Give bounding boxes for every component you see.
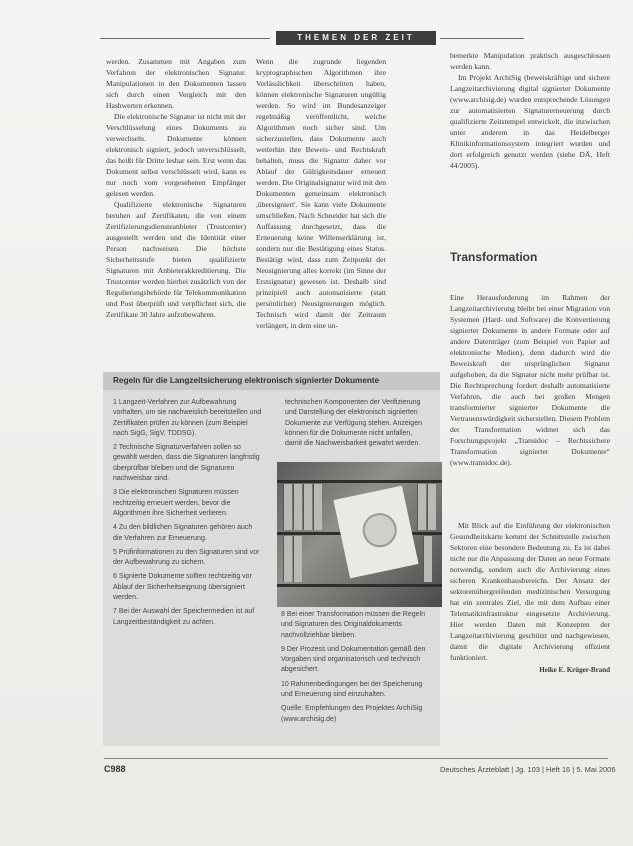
- list-item: 4 Zu den bildlichen Signaturen gehören auch die Verfahren zur Erneuerung.: [113, 524, 253, 542]
- info-box-left-column: [113, 398, 263, 632]
- archive-photo: [277, 462, 442, 607]
- binder: [283, 536, 292, 582]
- page-number: C988: [104, 764, 126, 774]
- paragraph: werden. Zusammen mit Angaben zum Verfahren der elektronischen Signatur. Manipulationen in den Dokumenten lassen sich durch einen Vergleich mit den Hashwerten erkennen.: [106, 57, 246, 110]
- disc: [360, 510, 400, 550]
- text-column-1: [106, 56, 246, 320]
- binder: [283, 484, 292, 530]
- source-note: Quelle: Empfehlungen des Projektes ArchiSig (www.archisig.de): [281, 705, 423, 723]
- text-column-2: [256, 56, 386, 331]
- list-item: 9 Der Prozess und Dokumentation gemäß den Vorgaben sind organisatorisch und technisch abgesichert.: [281, 645, 426, 674]
- text-column-3-low: [450, 520, 610, 676]
- binder: [293, 484, 302, 530]
- text-column-3-top: [450, 50, 610, 171]
- paragraph: Eine Herausforderung im Rahmen der Langzeitarchivierung bleibt bei einer Migration von Systemen (Hard- und Software) die Konvertierung signierter Dokumente in andere Formate oder auf andere Datenträger (zum Beispiel von Papier auf elektronische Medien), denn dadurch wird die Beweiskraft der ursprünglichen Signatur aufgehoben, da die Signatur nicht mehr prüfbar ist. Die Rechtsprechung fordert deshalb automatisierte Verfahren, die auch bei großen Mengen transformierter signierter Dokumente die Vertrauenswürdigkeit sicherstellen. Diesem Problem der Transformation widmet sich das Forschungsprojekt „Transidoc – Rechtssichere Transformation signierter Dokumente“ (www.transidoc.de).: [450, 293, 610, 467]
- info-box-right-column-bottom: [281, 610, 431, 729]
- paragraph: Die elektronische Signatur ist nicht mit der Verschlüsselung eines Dokuments zu verwechseln. Dokumente können elektronisch signiert, jedoch unverschlüsselt, das heißt für Dritte lesbar sein. Erst wenn das Dokument selbst verschlüsselt wird, kann es nur noch vom vorgesehenen Empfänger gelesen werden.: [106, 112, 246, 198]
- header-rule-left: [100, 38, 270, 39]
- binder: [303, 484, 312, 530]
- binder: [427, 484, 436, 530]
- info-box-right-column-top: [285, 398, 430, 453]
- binder: [417, 484, 426, 530]
- list-item: 3 Die elektronischen Signaturen müssen rechtzeitig erneuert werden, bevor die Algorithmen ihre Sicherheit verlieren.: [113, 489, 239, 517]
- list-item: 5 Prüfinformationen zu den Signaturen sind vor der Aufbewahrung zu sichern.: [113, 548, 260, 567]
- text-column-3-mid: [450, 292, 610, 468]
- list-item: 2 Technische Signaturverfahren sollen so gewählt werden, dass die Signaturen langfristig überprüfbar bleiben und die Signaturen nachweisbar sind.: [113, 444, 260, 483]
- shelf: [277, 480, 442, 483]
- info-box-title: Regeln für die Langzeitsicherung elektronisch signierter Dokumente: [113, 376, 380, 385]
- shelf: [277, 584, 442, 587]
- info-box-title-bar: [103, 372, 440, 390]
- binder: [423, 536, 432, 582]
- paragraph: Wenn die zugrunde liegenden kryptographischen Algorithmen ihre Verlässlichkeit überschritten haben, können elektronische Signaturen ungültig werden. So wird im Bundesanzeiger regelmäßig veröffentlicht, welche Algorithmen noch sicher sind. Um sicherzustellen, dass Dokumente auch weiterhin ihre Beweis- und Rechtskraft behalten, muss die Signatur daher vor Ablauf der Gültigkeitsdauer erneuert werden. Die Originalsignatur wird mit den Dokumenten gemeinsam elektronisch ,übersigniert'. Sie kann viele Dokumente umschließen. Nach Schneider hat sich die Auffassung durchgesetzt, dass die Erneuerung keine Willenserklärung ist, sondern nur die Bestätigung eines Status. Bestätigt wird, dass zum Zeitpunkt der Neusignierung alles korrekt (im Sinne der Erstsignatur) gewesen ist. Deshalb sind prinzipiell auch automatisierte (statt persönlicher) Neusignierungen möglich. Technisch wird damit der Zeitraum verlängert, in dem eine un-: [256, 57, 386, 330]
- list-item: 7 Bei der Auswahl der Speichermedien ist auf Langzeitbeständigkeit zu achten.: [113, 608, 255, 626]
- list-item: technischen Komponenten der Verifizierung und Darstellung der elektronisch signierten Dokumente zur Verfügung stehen. Anzeigen können für die Dokumente nicht anfallen, damit die Nachweisbarkeit gewahrt werden.: [285, 399, 422, 448]
- list-item: 10 Rahmenbedingungen bei der Speicherung und Erneuerung sind einzuhalten.: [281, 680, 423, 699]
- list-item: 1 Langzeit-Verfahren zur Aufbewahrung vorhalten, um sie nachweislich bereitstellen und Zertifikaten prüfen zu können (zum Beispiel nach SigG, SigV, TDDSG).: [113, 399, 262, 437]
- journal-citation: Deutsches Ärzteblatt | Jg. 103 | Heft 16 | 5. Mai 2006: [440, 765, 616, 774]
- paragraph: bemerkte Manipulation praktisch ausgeschlossen werden kann.: [450, 51, 610, 71]
- footer-rule: [104, 758, 608, 759]
- paragraph: Qualifizierte elektronische Signaturen beruhen auf Zertifikaten, die von einem Zertifizierungsdiensteanbieter (Trustcenter) ausgestellt werden und die Identität einer Person nachweisen. Die höchste Sicherheitsstufe bieten qualifizierte Signaturen mit Anbieterakkreditierung. Die Trustcenter werden hierbei zusätzlich von der Regulierungsbehörde für Telekommunikation und Post überprüft und verpflichtet sich, die Zertifikate 30 Jahre aufzubewahren.: [106, 200, 246, 319]
- list-item: 8 Bei einer Transformation müssen die Regeln und Signaturen des Originaldokuments nachvollziehbar bleiben.: [281, 611, 425, 639]
- binder: [293, 536, 302, 582]
- header-rule-right: [440, 38, 524, 39]
- list-item: 6 Signierte Dokumente sollten rechtzeitig vor Ablauf der Sicherheitseignung übersigniert werden.: [113, 573, 252, 602]
- author-signature: Heike E. Krüger-Brand: [539, 666, 610, 674]
- archive-box: [333, 486, 418, 579]
- section-banner: THEMEN DER ZEIT: [276, 31, 436, 45]
- paragraph: Mit Blick auf die Einführung der elektronischen Gesundheitskarte kommt der Schnittstelle zwischen Sektoren eine besondere Bedeutung zu. Es ist dabei nicht nur die Anpassung der Daten an neue Formate notwendig, sondern auch die Archivierung eines sicheren Krankenhausbereichs. Der Ansatz der sektorenübergreifenden medizinischen Versorgung hat ein zentrales Ziel, die mit dem Aufbau einer Telematikinfrastruktur eingesetzte Archivierung. Hier werden Daten mit Konzepten der Langzeitarchivierung geschützt und nachgewiesen, damit die digitale Archivierung effizient funktioniert.: [450, 521, 610, 662]
- paragraph: Im Projekt ArchiSig (beweiskräftige und sichere Langzeitarchivierung digital signierter Dokumente (www.archisig.de) wurden entsprechende Lösungen zur automatisierten Signaturerneuerung durch qualifizierte Zeitstempel entwickelt, die inzwischen unter anderem in das Heidelberger Klinikinformationssystem integriert wurden und dort erfolgreich genutzt werden (siehe DÄ, Heft 44/2005).: [450, 73, 610, 170]
- section-heading: Transformation: [450, 250, 538, 264]
- binder: [313, 484, 322, 530]
